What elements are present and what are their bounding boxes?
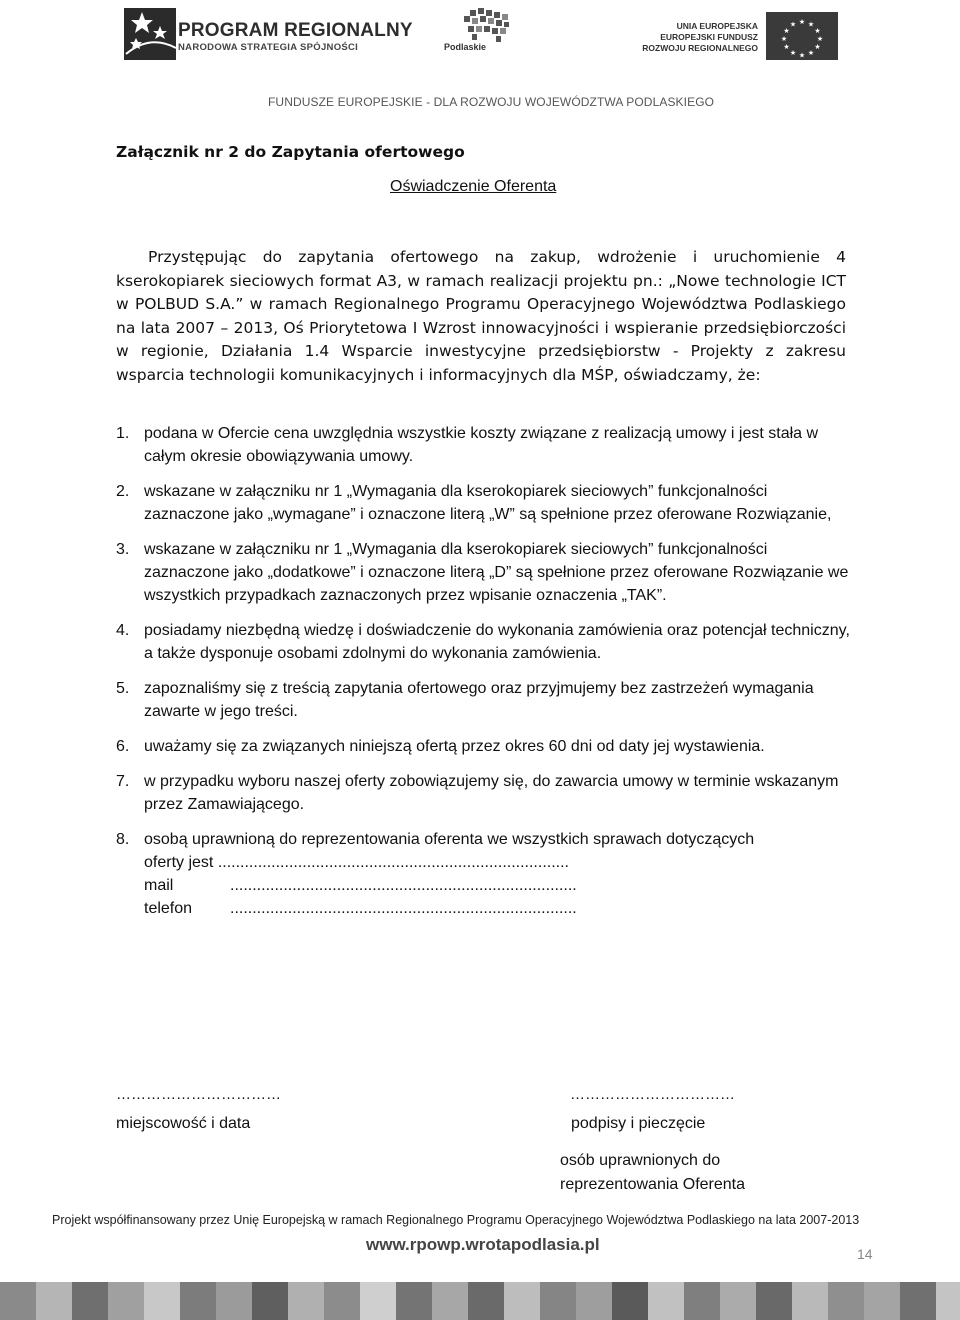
signatures-label: podpisy i pieczęcie (571, 1115, 706, 1132)
item-text: osobą uprawnioną do reprezentowania oferenta we wszystkich sprawach dotyczących (144, 831, 755, 848)
item-number: 2. (116, 483, 130, 500)
cofinance-note: Projekt współfinansowany przez Unię Europejską w ramach Regionalnego Programu Operacyjnego Województwa Podlaskiego na lata 2007-2013 (52, 1213, 860, 1227)
item-text: wskazane w załączniku nr 1 „Wymagania dla kserokopiarek sieciowych” funkcjonalności zaznaczone jako „wymagane” i oznaczone literą „W” są spełnione przez oferowane Rozwiązanie, (144, 483, 832, 523)
svg-text:★: ★ (789, 20, 797, 29)
item-number: 3. (116, 541, 130, 558)
item-text: uważamy się za związanych niniejszą ofertą przez okres 60 dni od daty jej wystawienia. (144, 738, 765, 755)
authorized-line-1: osób uprawnionych do (560, 1152, 721, 1169)
place-date-label: miejscowość i data (116, 1115, 251, 1132)
signature-dots-left: …………………………… (116, 1086, 281, 1103)
item-number: 7. (116, 773, 130, 790)
spacer (116, 468, 856, 480)
footer-decorative-strip (0, 1282, 960, 1320)
svg-text:★: ★ (798, 51, 806, 60)
intro-paragraph: Przystępując do zapytania ofertowego na zakup, wdrożenie i uruchomienie 4 kserokopiarek sieciowych format A3, w ramach realizacji projektu pn.: „Nowe technologie ICT w POLBUD S.A.” w ramach Regionalnego Programu Operacyjnego Województwa Podlaskiego na lata 2007 – 2013, Oś Priorytetowa I Wzrost innowacyjności i wspieranie przedsiębiorczości w regionie, Działania 1.4 Wsparcie inwestycyjne przedsiębiorstw - Projekty z zakresu wsparcia technologii komunikacyjnych i informacyjnych dla MŚP, oświadczamy, że: (116, 248, 846, 384)
list-item (116, 677, 856, 723)
item-number: 1. (116, 425, 130, 442)
item-text: podana w Ofercie cena uwzględnia wszystkie koszty związane z realizacją umowy i jest stała w całym okresie obowiązywania umowy. (144, 425, 819, 465)
spacer (116, 665, 856, 677)
svg-text:★: ★ (780, 35, 788, 43)
svg-text:★: ★ (807, 20, 815, 29)
contact-phone-label: telefon (144, 900, 193, 917)
svg-text:★: ★ (814, 27, 821, 35)
list-item (116, 735, 856, 758)
contact-phone-row (144, 897, 856, 920)
item-text: wskazane w załączniku nr 1 „Wymagania dla kserokopiarek sieciowych” funkcjonalności zaznaczone jako „dodatkowe” i oznaczone literą „D” są spełnione przez oferowane Rozwiązanie we wszystkich przypadkach zaznaczonych przez wpisanie oznaczenia „TAK”. (144, 541, 849, 604)
item-number: 6. (116, 738, 130, 755)
authorized-persons-label (560, 1149, 745, 1197)
spacer (116, 723, 856, 735)
svg-text:★: ★ (798, 18, 806, 26)
eu-line: ROZWOJU REGIONALNEGO (642, 43, 758, 53)
program-subtitle: NARODOWA STRATEGIA SPÓJNOŚCI (178, 42, 359, 53)
eu-text-block (638, 21, 758, 54)
spacer (116, 758, 856, 770)
website-link[interactable]: www.rpowp.wrotapodlasia.pl (366, 1235, 600, 1254)
contact-mail-row (144, 874, 856, 897)
spacer (116, 607, 856, 619)
contact-person-value: ............................................................................... (217, 854, 569, 871)
svg-text:★: ★ (814, 43, 821, 51)
funds-line: FUNDUSZE EUROPEJSKIE - DLA ROZWOJU WOJEWÓDZTWA PODLASKIEGO (268, 95, 715, 109)
item-text: zapoznaliśmy się z treścią zapytania ofertowego oraz przyjmujemy bez zastrzeżeń wymagania zawarte w jego treści. (144, 680, 814, 720)
contact-person-label: oferty jest (144, 854, 214, 871)
list-item (116, 422, 856, 468)
list-item (116, 828, 856, 920)
program-title: PROGRAM REGIONALNY (178, 20, 413, 41)
list-item (116, 770, 856, 816)
item-number: 5. (116, 680, 130, 697)
svg-text:★: ★ (807, 49, 815, 57)
statement-list (116, 422, 856, 920)
region-logo-text: Podlaskie (444, 42, 487, 52)
contact-mail-value: .............................................................................. (230, 877, 577, 894)
contact-block (144, 851, 856, 920)
item-number: 4. (116, 622, 130, 639)
spacer (116, 526, 856, 538)
list-item (116, 538, 856, 607)
svg-text:★: ★ (816, 35, 824, 43)
signature-dots-right: …………………………… (570, 1086, 735, 1103)
eu-flag-icon (766, 12, 838, 60)
program-regionalny-logo (120, 4, 182, 66)
contact-phone-value: .............................................................................. (230, 900, 577, 917)
list-item (116, 619, 856, 665)
svg-text:★: ★ (783, 43, 790, 51)
document-subtitle: Oświadczenie Oferenta (390, 178, 557, 195)
page-number: 14 (857, 1246, 873, 1262)
contact-person-row (144, 851, 856, 874)
eu-line: EUROPEJSKI FUNDUSZ (660, 32, 758, 42)
svg-text:★: ★ (783, 27, 790, 35)
list-item (116, 480, 856, 526)
authorized-line-2: reprezentowania Oferenta (560, 1176, 745, 1193)
item-number: 8. (116, 831, 130, 848)
eu-line: UNIA EUROPEJSKA (676, 21, 758, 31)
svg-text:★: ★ (789, 49, 797, 57)
page-header (0, 0, 960, 120)
spacer (116, 816, 856, 828)
contact-mail-label: mail (144, 877, 174, 894)
item-text: posiadamy niezbędną wiedzę i doświadczenie do wykonania zamówienia oraz potencjał techniczny, a także dysponuje osobami zdolnymi do wykonania zamówienia. (144, 622, 850, 662)
document-title: Załącznik nr 2 do Zapytania ofertowego (116, 143, 465, 161)
item-text: w przypadku wyboru naszej oferty zobowiązujemy się, do zawarcia umowy w terminie wskazanym przez Zamawiającego. (144, 773, 839, 813)
